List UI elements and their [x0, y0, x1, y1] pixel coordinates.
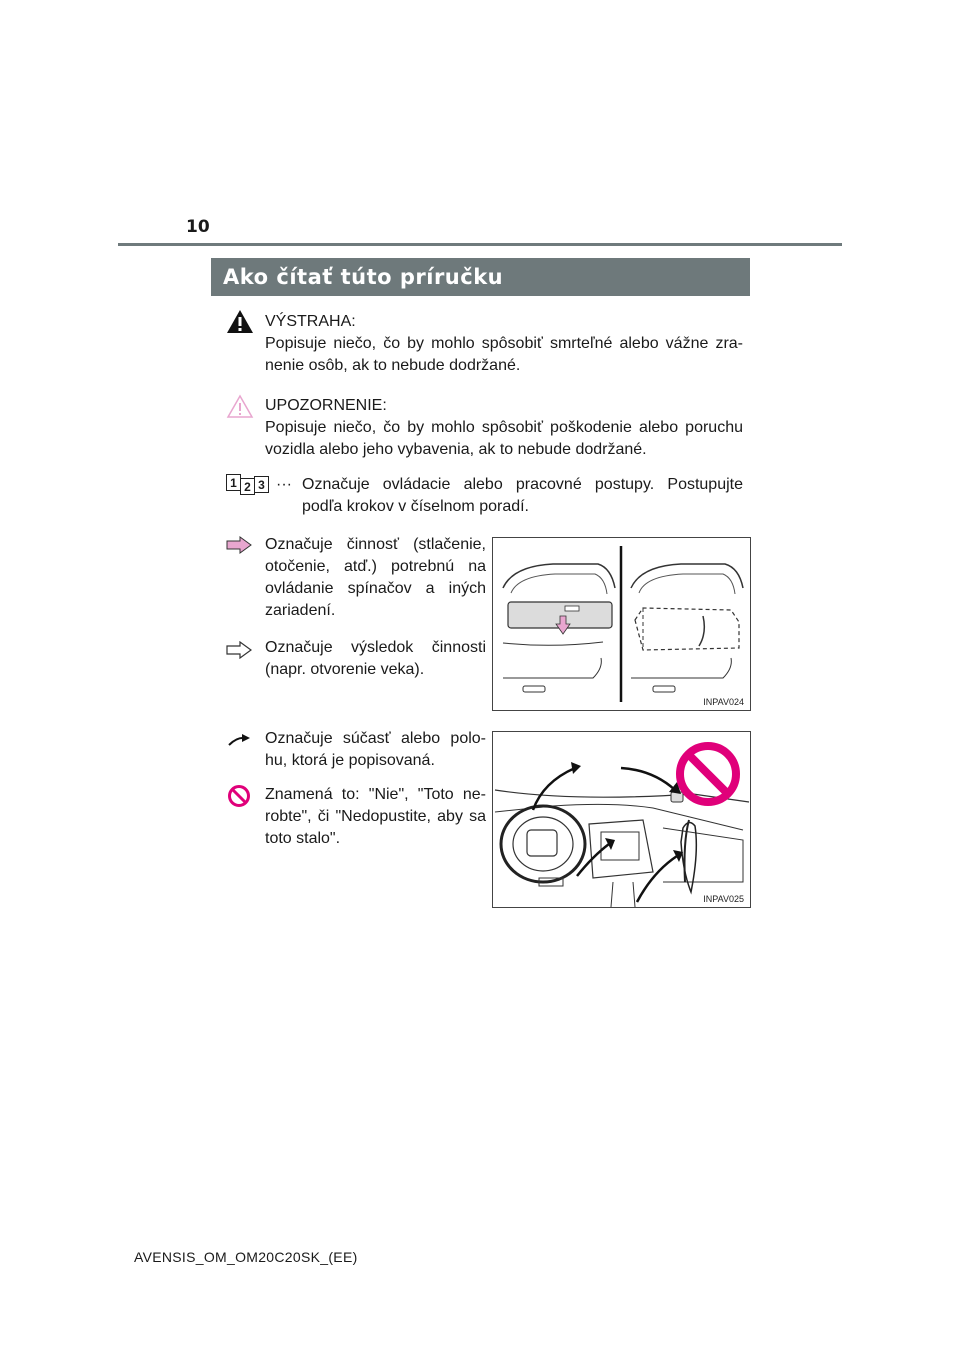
prohibition-icon: [227, 784, 251, 808]
action-arrow-text: Označuje činnosť (stlačenie, otočenie, atď.) potrebnú na ovládanie spínačov a iných zariadení.: [265, 536, 486, 619]
steps-ellipsis: ···: [276, 476, 292, 493]
figure-code: INPAV025: [703, 894, 744, 904]
pink-arrow-icon: [226, 536, 252, 554]
caution-text: Popisuje niečo, čo by mohlo spôsobiť poškodenie alebo poruchu vozidla alebo jeho vybavenia, ak to nebude dodržané.: [265, 419, 743, 458]
prohibition-text: Znamená to: "Nie", "Toto ne-robte", či "Nedopustite, aby sa toto stalo".: [265, 786, 486, 847]
step-2-icon: 2: [240, 478, 255, 495]
page-number: 10: [186, 217, 210, 237]
section-title: Ako čítať túto príručku: [211, 258, 750, 296]
steps-text: Označuje ovládacie alebo pracovné postupy. Postupujte podľa krokov v číselnom poradí.: [302, 476, 743, 515]
overhead-console-figure: [492, 537, 751, 711]
caution-entry: [265, 395, 743, 461]
dashboard-illustration: [493, 732, 750, 907]
caution-outline-triangle-icon: [226, 394, 254, 419]
footer-code: AVENSIS_OM_OM20C20SK_(EE): [134, 1249, 358, 1265]
caution-heading: UPOZORNENIE:: [265, 397, 387, 414]
pointer-text: Označuje súčasť alebo polo-hu, ktorá je popisovaná.: [265, 730, 486, 769]
warning-text: Popisuje niečo, čo by mohlo spôsobiť smrteľné alebo vážne zra-nenie osôb, ak to nebude dodržané.: [265, 335, 743, 374]
figure-code: INPAV024: [703, 697, 744, 707]
dashboard-figure: [492, 731, 751, 908]
top-rule: [118, 243, 842, 246]
overhead-console-illustration: [493, 538, 750, 710]
warning-filled-triangle-icon: [226, 309, 254, 334]
result-arrow-text: Označuje výsledok činnosti (napr. otvorenie veka).: [265, 639, 486, 678]
warning-heading: VÝSTRAHA:: [265, 313, 356, 330]
step-3-icon: 3: [254, 476, 269, 493]
warning-entry: [265, 311, 743, 377]
curved-pointer-arrow-icon: [227, 733, 251, 747]
step-1-icon: 1: [226, 474, 241, 491]
outline-arrow-icon: [226, 641, 252, 659]
